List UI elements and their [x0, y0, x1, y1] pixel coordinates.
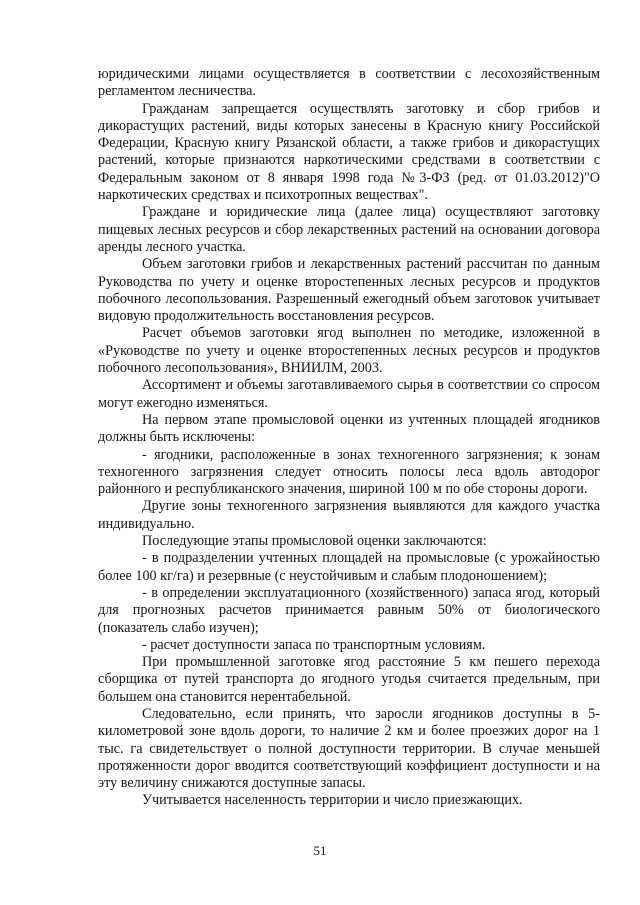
paragraph: Граждане и юридические лица (далее лица) осуществляют заготовку пищевых лесных ресурсов и сбор лекарственных растений на основании договора аренды лесного участка.	[98, 204, 600, 255]
list-item: - в подразделении учтенных площадей на промысловые (с урожайностью более 100 кг/га) и резервные (с неустойчивым и слабым плодоношением);	[98, 550, 600, 584]
paragraph: Объем заготовки грибов и лекарственных растений рассчитан по данным Руководства по учету и оценке второстепенных лесных ресурсов и продуктов побочного лесопользования. Разрешенный ежегодный объем заготовок учитывает видовую продолжительность восстановления ресурсов.	[98, 256, 600, 325]
paragraph: Последующие этапы промысловой оценки заключаются:	[142, 533, 487, 550]
list-item: - ягодники, расположенные в зонах техногенного загрязнения; к зонам техногенного загрязнения следует относить полосы леса вдоль автодорог районного и республиканского значения, шириной 100 м по обе стороны дороги.	[98, 446, 600, 498]
list-item: - расчет доступности запаса по транспортным условиям.	[142, 636, 486, 653]
paragraph: Гражданам запрещается осуществлять заготовку и сбор грибов и дикорастущих растений, виды которых занесены в Красную книгу Российской Федерации, Красную книгу Рязанской области, а также грибов и дикорастущих растений, которые признаются наркотическими средствами в соответствии с Федеральным законом от 8 января 1998 года №3-ФЗ (ред. от 01.03.2012)"О наркотических средствах и психотропных веществах".	[98, 100, 600, 204]
paragraph: Учитывается населенность территории и число приезжающих.	[142, 792, 523, 809]
paragraph: На первом этапе промысловой оценки из учтенных площадей ягодников должны быть исключены:	[98, 411, 600, 446]
paragraph: юридическими лицами осуществляется в соответствии с лесохозяйственным регламентом лесничества.	[98, 66, 600, 100]
paragraph: При промышленной заготовке ягод расстояние 5 км пешего перехода сборщика от путей транспорта до ягодного угодья считается предельным, при большем она становится нерентабельной.	[98, 654, 600, 705]
paragraph: Расчет объемов заготовки ягод выполнен по методике, изложенной в «Руководстве по учету и оценке второстепенных лесных ресурсов и продуктов побочного лесопользования», ВНИИЛМ, 2003.	[98, 325, 600, 377]
list-item: - в определении эксплуатационного (хозяйственного) запаса ягод, который для прогнозных расчетов принимается равным 50% от биологического (показатель слабо изучен);	[98, 584, 600, 636]
document-body	[98, 66, 600, 810]
paragraph: Следовательно, если принять, что заросли ягодников доступны в 5-километровой зоне вдоль дороги, то наличие 2 км и более проезжих дорог на 1 тыс. га свидетельствует о полной доступности территории. В случае меньшей протяженности дорог вводится соответствующий коэффициент доступности и на эту величину снижаются доступные запасы.	[98, 705, 600, 792]
paragraph: Другие зоны техногенного загрязнения выявляются для каждого участка индивидуально.	[98, 498, 600, 532]
paragraph: Ассортимент и объемы заготавливаемого сырья в соответствии со спросом могут ежегодно изменяться.	[98, 377, 600, 411]
page-number: 51	[313, 843, 327, 858]
